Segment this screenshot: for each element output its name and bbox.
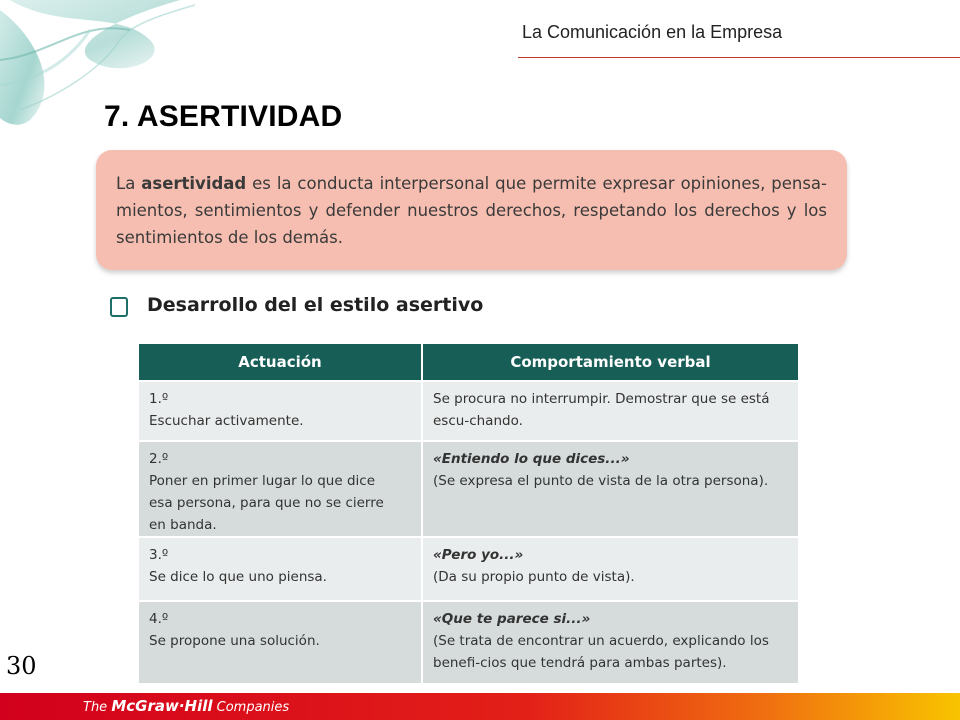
column-header-comportamiento: Comportamiento verbal (422, 344, 798, 381)
step-action: Escuchar activamente. (149, 413, 304, 429)
step-number: 3.º (149, 547, 169, 563)
definition-box (96, 150, 847, 270)
table-row (139, 381, 798, 441)
table-row (139, 601, 798, 683)
table-row (139, 441, 798, 537)
step-action: Poner en primer lugar lo que dice esa persona, para que no se cierre en banda. (149, 473, 384, 533)
section-checkbox-icon (110, 297, 128, 317)
column-header-actuacion: Actuación (139, 344, 422, 381)
table-cell-verbal (422, 381, 798, 441)
verbal-detail: Se procura no interrumpir. Demostrar que se está escu-chando. (433, 391, 770, 429)
verbal-detail: (Se expresa el punto de vista de la otra persona). (433, 473, 769, 489)
table-cell-action (139, 441, 422, 537)
header-divider (518, 57, 960, 58)
footer-bar (0, 693, 960, 720)
brand-suffix: Companies (212, 700, 290, 715)
assertive-style-table (139, 344, 798, 683)
table-cell-verbal (422, 601, 798, 683)
definition-text: es la conducta interpersonal que permite expresar opiniones, pensa-mientos, sentimientos y defender nuestros derechos, respetando los derechos y los sentimientos de los demás. (116, 174, 827, 247)
step-number: 4.º (149, 611, 169, 627)
verbal-detail: (Da su propio punto de vista). (433, 569, 635, 585)
course-title: La Comunicación en la Empresa (522, 22, 783, 42)
publisher-logo (83, 697, 289, 715)
definition-term: asertividad (141, 174, 247, 193)
brand-name: McGraw·Hill (111, 697, 213, 715)
verbal-quote: «Que te parece si...» (433, 611, 591, 627)
slide-title: 7. ASERTIVIDAD (104, 100, 343, 133)
verbal-quote: «Entiendo lo que dices...» (433, 451, 630, 467)
table-cell-action (139, 537, 422, 601)
brand-prefix: The (83, 700, 112, 715)
table-header-row (139, 344, 798, 381)
table-cell-action (139, 601, 422, 683)
verbal-quote: «Pero yo...» (433, 547, 524, 563)
table-row (139, 537, 798, 601)
section-title: Desarrollo del el estilo asertivo (147, 294, 484, 316)
verbal-detail: (Se trata de encontrar un acuerdo, explicando los benefi-cios que tendrá para ambas partes). (433, 633, 769, 671)
step-action: Se propone una solución. (149, 633, 320, 649)
table-cell-verbal (422, 537, 798, 601)
step-action: Se dice lo que uno piensa. (149, 569, 327, 585)
table-cell-verbal (422, 441, 798, 537)
page-number: 30 (6, 652, 37, 680)
table-cell-action (139, 381, 422, 441)
step-number: 2.º (149, 451, 169, 467)
step-number: 1.º (149, 391, 169, 407)
definition-lead: La (116, 174, 142, 193)
